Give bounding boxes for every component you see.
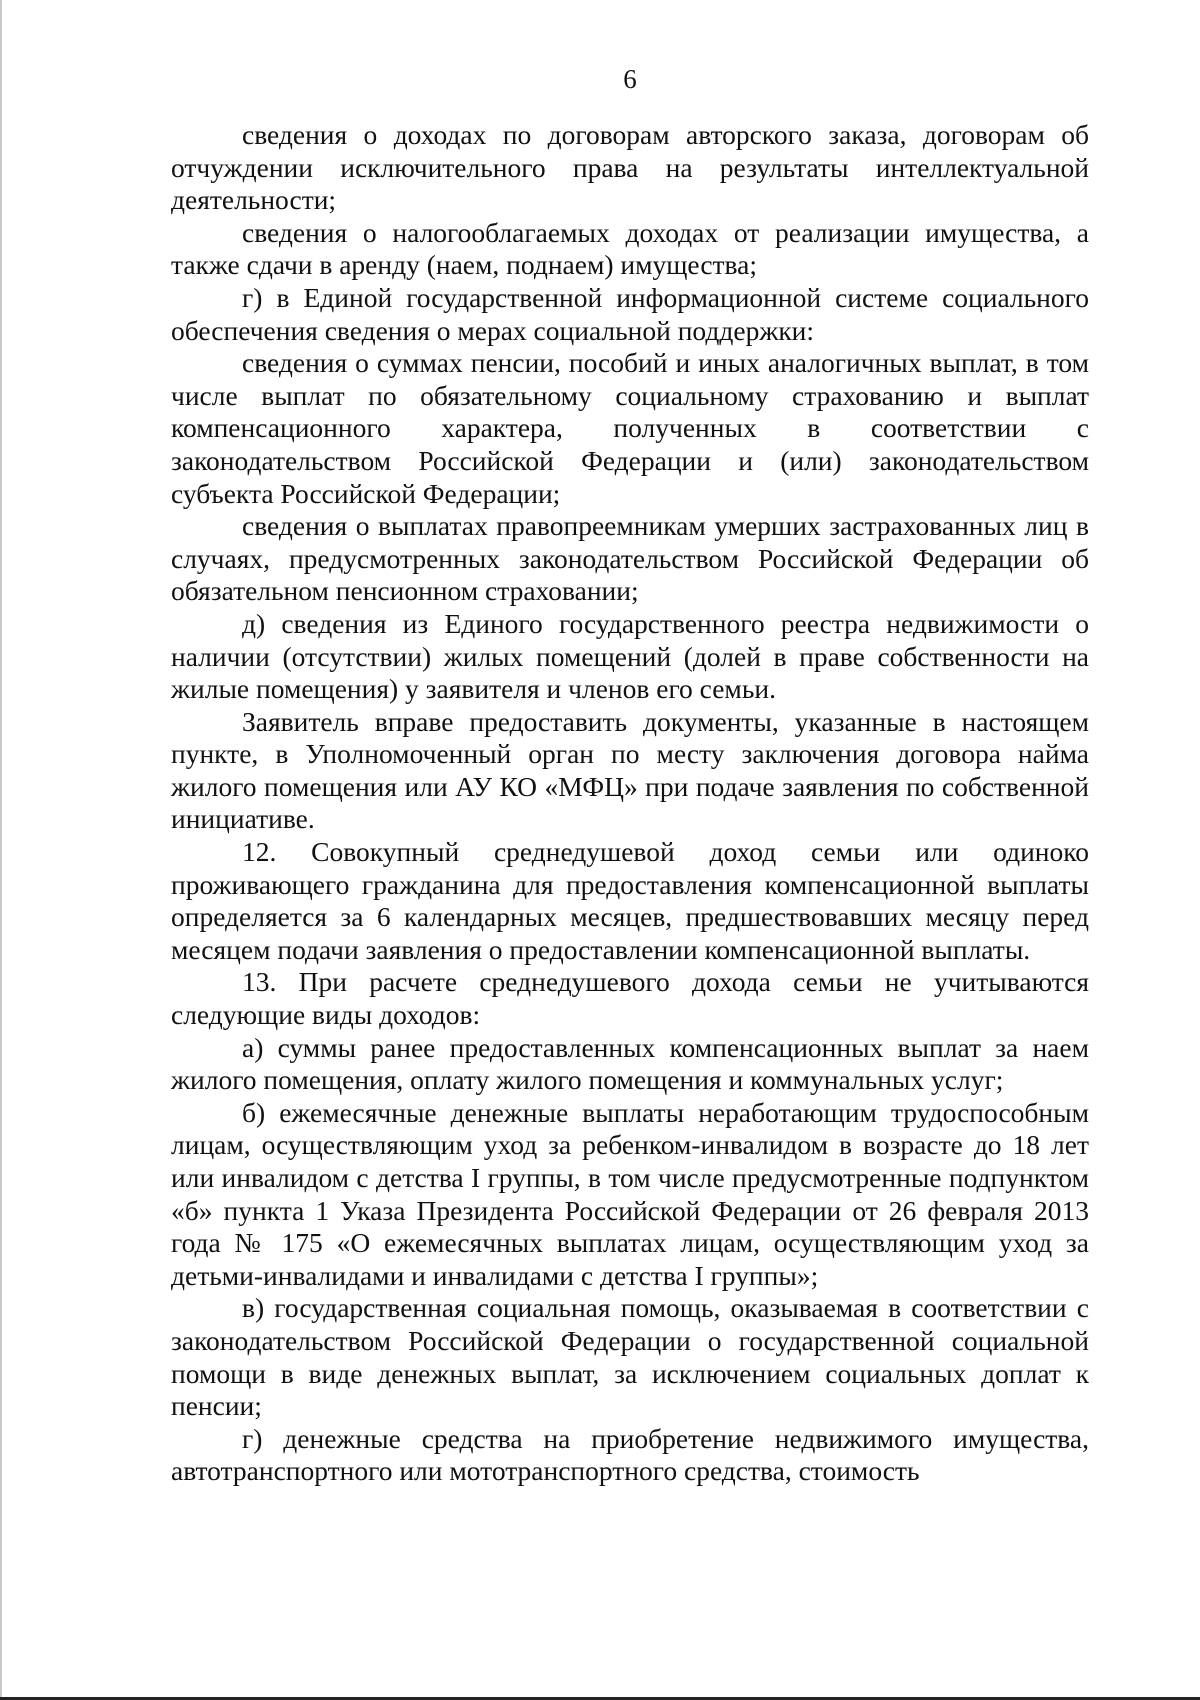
scan-edge-left — [0, 0, 2, 1700]
paragraph: Заявитель вправе предоставить документы, указанные в настоящем пункте, в Уполномоченный орган по месту заключения договора найма жилого помещения или АУ КО «МФЦ» при подаче заявления по собственной инициативе. — [171, 705, 1089, 835]
paragraph: б) ежемесячные денежные выплаты неработающим трудоспособным лицам, осуществляющим уход за ребенком-инвалидом в возрасте до 18 лет или инвалидом с детства I группы, в том числе предусмотренные подпунктом «б» пункта 1 Указа Президента Российской Федерации от 26 февраля 2013 года № 175 «О ежемесячных выплатах лицам, осуществляющим уход за детьми-инвалидами и инвалидами с детства I группы»; — [171, 1096, 1089, 1291]
paragraph: г) в Единой государственной информационной системе социального обеспечения сведения о мерах социальной поддержки: — [171, 281, 1089, 346]
paragraph: д) сведения из Единого государственного реестра недвижимости о наличии (отсутствии) жилых помещений (долей в праве собственности на жилые помещения) у заявителя и членов его семьи. — [171, 607, 1089, 705]
document-body — [171, 119, 1089, 1488]
paragraph: г) денежные средства на приобретение недвижимого имущества, автотранспортного или мототранспортного средства, стоимость — [171, 1422, 1089, 1487]
paragraph: сведения о выплатах правопреемникам умерших застрахованных лиц в случаях, предусмотренных законодательством Российской Федерации об обязательном пенсионном страховании; — [171, 510, 1089, 607]
paragraph: сведения о суммах пенсии, пособий и иных аналогичных выплат, в том числе выплат по обязательному социальному страхованию и выплат компенсационного характера, полученных в соответствии с законодательством Российской Федерации и (или) законодательством субъекта Российской Федерации; — [171, 347, 1089, 509]
page-number: 6 — [623, 64, 637, 94]
paragraph: в) государственная социальная помощь, оказываемая в соответствии с законодательством Российской Федерации о государственной социальной помощи в виде денежных выплат, за исключением социальных доплат к пенсии; — [171, 1292, 1089, 1422]
paragraph: сведения о доходах по договорам авторского заказа, договорам об отчуждении исключительного права на результаты интеллектуальной деятельности; — [171, 119, 1089, 216]
paragraph: 13. При расчете среднедушевого дохода семьи не учитываются следующие виды доходов: — [171, 966, 1089, 1031]
paragraph: сведения о налогооблагаемых доходах от реализации имущества, а также сдачи в аренду (наем, поднаем) имущества; — [171, 216, 1089, 281]
paragraph: 12. Совокупный среднедушевой доход семьи или одиноко проживающего гражданина для предоставления компенсационной выплаты определяется за 6 календарных месяцев, предшествовавших месяцу перед месяцем подачи заявления о предоставлении компенсационной выплаты. — [171, 836, 1089, 965]
paragraph: а) суммы ранее предоставленных компенсационных выплат за наем жилого помещения, оплату жилого помещения и коммунальных услуг; — [171, 1031, 1089, 1096]
